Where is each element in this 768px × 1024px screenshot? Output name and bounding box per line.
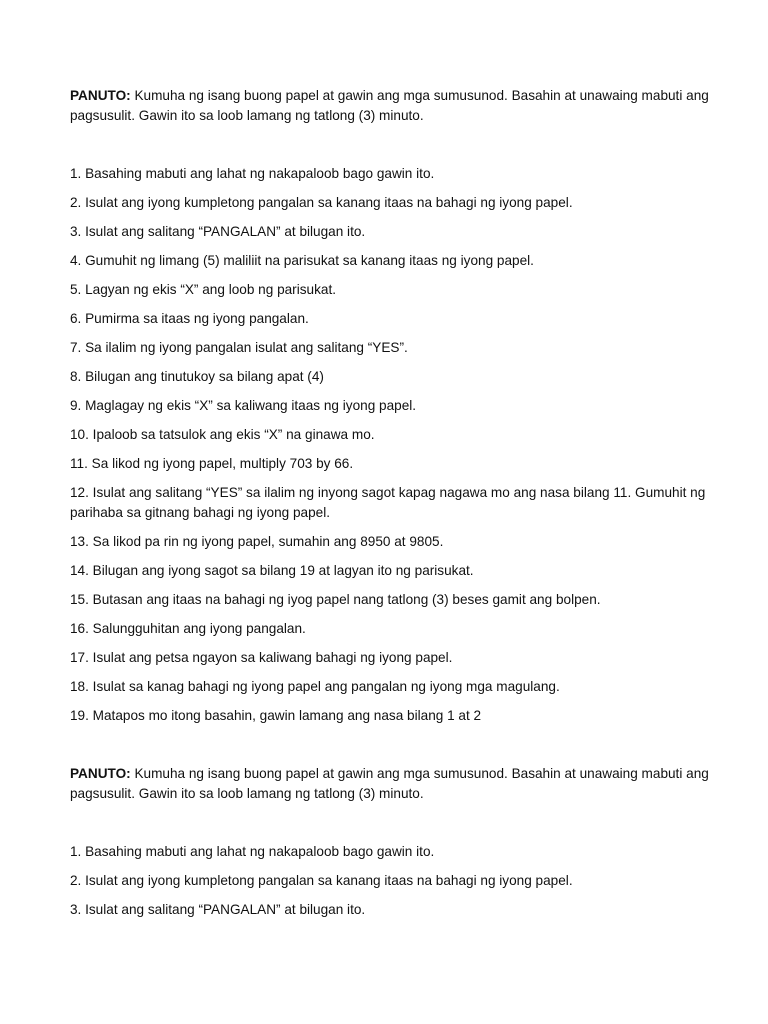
panuto-text: Kumuha ng isang buong papel at gawin ang mga sumusunod. Basahin at unawaing mabuti ang pagsusulit. Gawin ito sa loob lamang ng tatlong (3) minuto. [70, 766, 709, 801]
panuto-label: PANUTO: [70, 766, 131, 781]
list-item: 3. Isulat ang salitang “PANGALAN” at bilugan ito. [70, 224, 366, 239]
list-item: 14. Bilugan ang iyong sagot sa bilang 19 at lagyan ito ng parisukat. [70, 563, 474, 578]
list-item: 10. Ipaloob sa tatsulok ang ekis “X” na ginawa mo. [70, 427, 375, 442]
panuto-label: PANUTO: [70, 88, 131, 103]
list-item: 16. Salungguhitan ang iyong pangalan. [70, 621, 306, 636]
list-item: 9. Maglagay ng ekis “X” sa kaliwang itaas ng iyong papel. [70, 398, 417, 413]
list-item: 3. Isulat ang salitang “PANGALAN” at bilugan ito. [70, 902, 366, 917]
list-item: 5. Lagyan ng ekis “X” ang loob ng parisukat. [70, 282, 337, 297]
list-item: 6. Pumirma sa itaas ng iyong pangalan. [70, 311, 309, 326]
panuto-paragraph [70, 764, 710, 804]
list-item: 11. Sa likod ng iyong papel, multiply 703 by 66. [70, 456, 354, 471]
list-item: 7. Sa ilalim ng iyong pangalan isulat ang salitang “YES”. [70, 340, 408, 355]
list-item: 12. Isulat ang salitang “YES” sa ilalim ng inyong sagot kapag nagawa mo ang nasa bilang 11. Gumuhit ng parihaba sa gitnang bahagi ng iyong papel. [70, 485, 706, 520]
list-item: 15. Butasan ang itaas na bahagi ng iyog papel nang tatlong (3) beses gamit ang bolpen. [70, 592, 601, 607]
panuto-paragraph [70, 86, 710, 126]
list-item: 17. Isulat ang petsa ngayon sa kaliwang bahagi ng iyong papel. [70, 650, 453, 665]
list-item: 1. Basahing mabuti ang lahat ng nakapaloob bago gawin ito. [70, 844, 435, 859]
list-item: 2. Isulat ang iyong kumpletong pangalan sa kanang itaas na bahagi ng iyong papel. [70, 873, 573, 888]
list-item: 8. Bilugan ang tinutukoy sa bilang apat (4) [70, 369, 324, 384]
list-item: 2. Isulat ang iyong kumpletong pangalan sa kanang itaas na bahagi ng iyong papel. [70, 195, 573, 210]
list-item: 1. Basahing mabuti ang lahat ng nakapaloob bago gawin ito. [70, 166, 435, 181]
list-item: 18. Isulat sa kanag bahagi ng iyong papel ang pangalan ng iyong mga magulang. [70, 679, 560, 694]
list-item: 13. Sa likod pa rin ng iyong papel, sumahin ang 8950 at 9805. [70, 534, 444, 549]
list-item: 4. Gumuhit ng limang (5) maliliit na parisukat sa kanang itaas ng iyong papel. [70, 253, 534, 268]
panuto-text: Kumuha ng isang buong papel at gawin ang mga sumusunod. Basahin at unawaing mabuti ang pagsusulit. Gawin ito sa loob lamang ng tatlong (3) minuto. [70, 88, 709, 123]
list-item: 19. Matapos mo itong basahin, gawin lamang ang nasa bilang 1 at 2 [70, 708, 482, 723]
